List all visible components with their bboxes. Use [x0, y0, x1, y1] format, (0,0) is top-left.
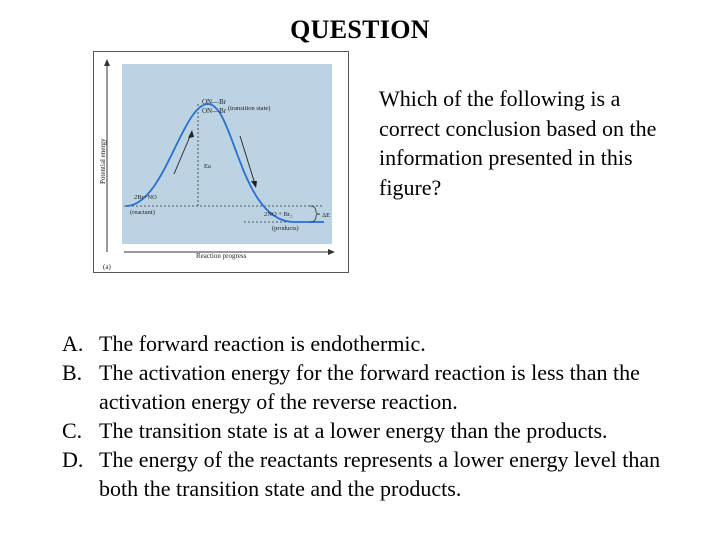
answer-letter: D. — [62, 447, 84, 472]
answer-text: The forward reaction is endothermic. — [99, 331, 426, 356]
energy-diagram-figure — [93, 51, 349, 273]
reactant-label: (reactant) — [130, 209, 155, 216]
panel-label: (a) — [103, 263, 111, 271]
answer-text: The activation energy for the forward reaction is less than the activation energy of the reverse reaction. — [99, 360, 640, 414]
transition-state-label: (transition state) — [228, 105, 271, 112]
delta-e-label: ΔE — [322, 212, 331, 219]
x-axis-label: Reaction progress — [196, 252, 247, 260]
product-label: (products) — [272, 225, 299, 232]
product-formula: 2NO + Br₂ — [264, 211, 293, 218]
answer-list — [62, 329, 702, 503]
answer-option-c — [62, 416, 702, 445]
y-axis-arrowhead — [104, 59, 110, 66]
answer-option-d — [62, 445, 702, 503]
answer-option-a — [62, 329, 702, 358]
energy-diagram-svg — [94, 52, 350, 274]
slide-title: QUESTION — [290, 15, 430, 44]
answer-text: The transition state is at a lower energy than the products. — [99, 418, 608, 443]
answer-letter: B. — [62, 360, 83, 385]
transition-state-line1: ON—Br — [202, 98, 227, 106]
transition-state-line2: ON—Br — [202, 107, 227, 115]
activation-energy-label: Ea — [204, 163, 211, 170]
answer-text: The energy of the reactants represents a lower energy level than both the transition state and the products. — [99, 447, 661, 501]
answer-option-b — [62, 358, 702, 416]
answer-letter: C. — [62, 418, 83, 443]
diagram-panel — [122, 64, 332, 244]
reactant-formula: 2Br+NO — [134, 194, 157, 201]
y-axis-label: Potential energy — [99, 138, 107, 184]
x-axis-arrowhead — [328, 249, 335, 255]
answer-letter: A. — [62, 331, 84, 356]
question-text: Which of the following is a correct conclusion based on the information presented in this figure? — [379, 86, 657, 200]
